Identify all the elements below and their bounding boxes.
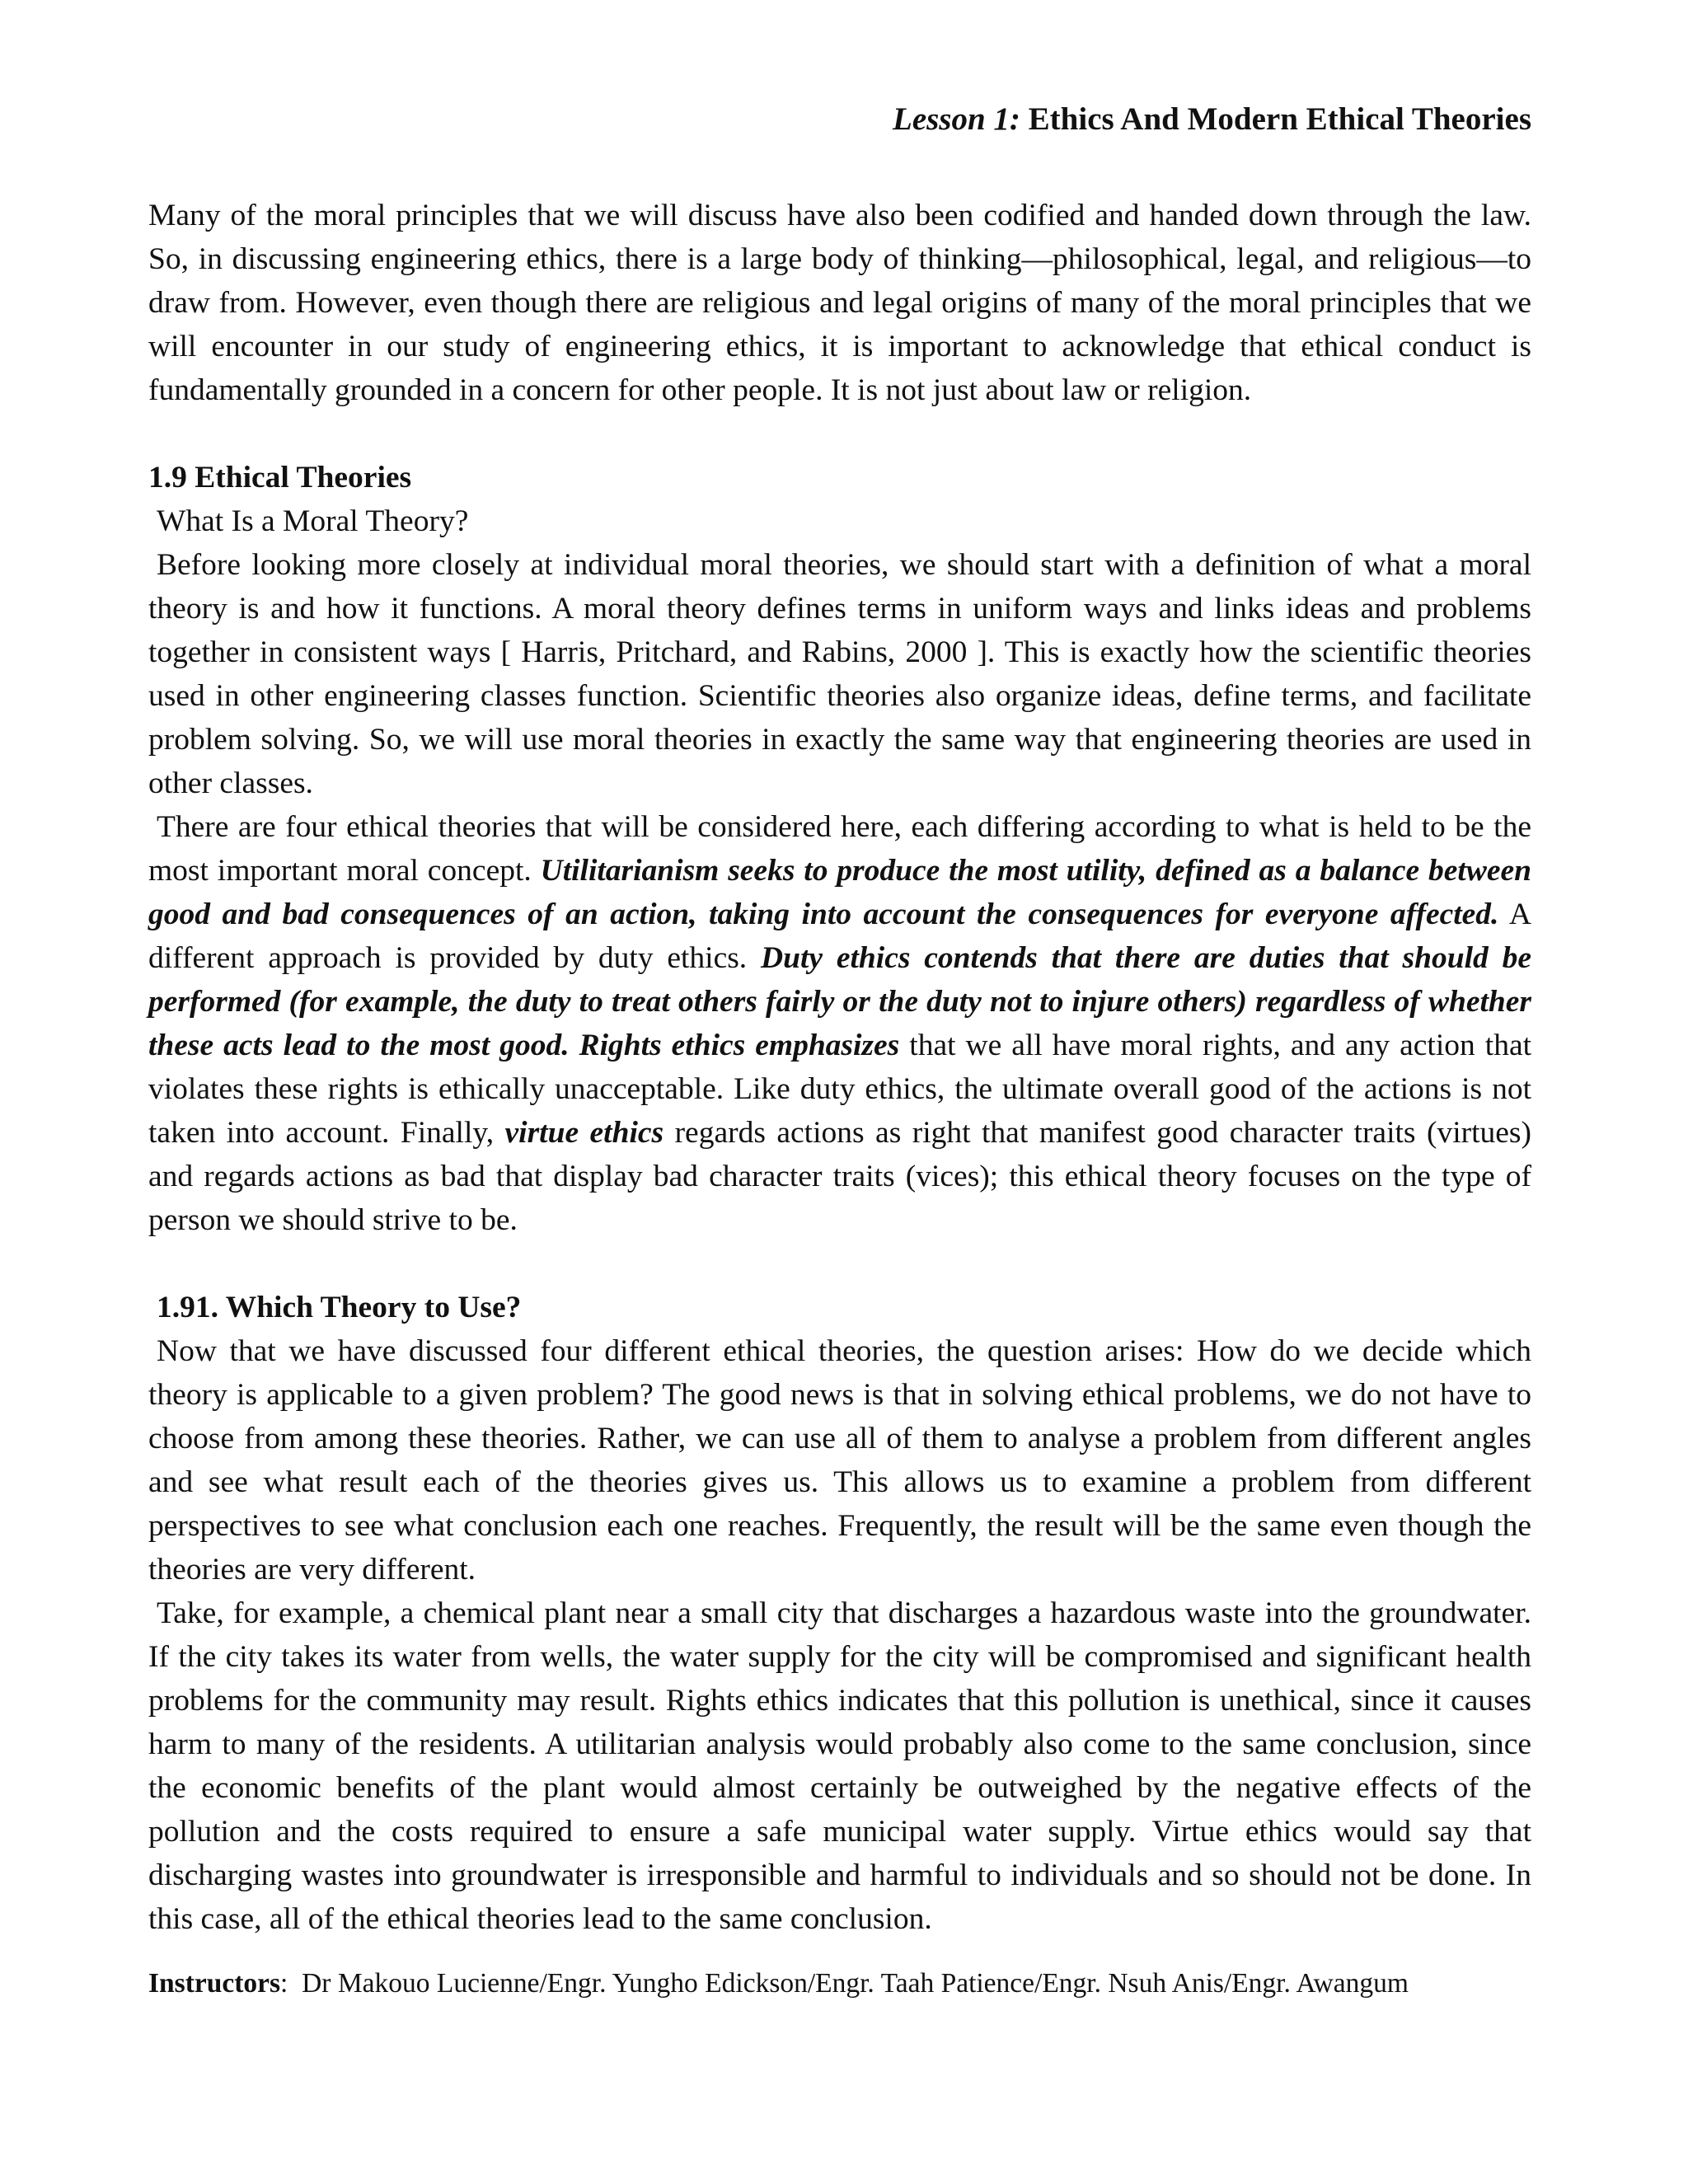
chemical-plant-paragraph: Take, for example, a chemical plant near a small city that discharges a hazardous waste into the groundwater. If the city takes its water from wells, the water supply for the city will be compromised and significant health problems for the community may result. Rights ethics indicates that this pollution is unethical, since it causes harm to many of the residents. A utilitarian analysis would probably also come to the same conclusion, since the economic benefits of the plant would almost certainly be outweighed by the negative effects of the pollution and the costs required to ensure a safe municipal water supply. Virtue ethics would say that discharging wastes into groundwater is irresponsible and harmful to individuals and so should not be done. In this case, all of the ethical theories lead to the same conclusion. — [148, 1596, 1531, 1936]
emphasis-utilitarianism: Utilitarianism seeks to produce the most utility, defined as a balance between good and bad consequences of an action, taking into account the consequences for everyone affected. — [148, 854, 1531, 931]
instructors-separator: : — [280, 1968, 288, 1999]
emphasis-duty-ethics: Duty ethics contends that there are duties that should be performed (for example, the duty to treat others fairly or the duty not to injure others) regardless of whether these acts lead to the most good. — [148, 941, 1531, 1062]
running-header — [893, 97, 1531, 142]
section-heading-ethical-theories: 1.9 Ethical Theories — [148, 461, 412, 494]
document-page — [148, 0, 1531, 2184]
emphasis-virtue-ethics: virtue ethics — [504, 1116, 664, 1150]
spacer — [148, 412, 1531, 456]
document-body — [148, 194, 1531, 1941]
moral-theory-paragraph: Before looking more closely at individual moral theories, we should start with a definition of what a moral theory is and how it functions. A moral theory defines terms in uniform ways and links ideas and problems together in consistent ways [ Harris, Pritchard, and Rabins, 2000 ]. This is exactly how the scientific theories used in other engineering classes function. Scientific theories also organize ideas, define terms, and facilitate problem solving. So, we will use moral theories in exactly the same way that engineering theories are used in other classes. — [148, 548, 1531, 800]
instructors-footer — [148, 1964, 1531, 2004]
four-theories-paragraph — [148, 805, 1531, 1242]
lesson-title: Ethics And Modern Ethical Theories — [1028, 101, 1531, 137]
text-run: There are four ethical theories that will be considered here, each differing according to what is held to be the most important moral concept. — [148, 810, 1531, 888]
instructors-label: Instructors — [148, 1968, 281, 1999]
subheading-what-is-moral-theory: What Is a Moral Theory? — [157, 504, 469, 538]
spacer — [148, 1242, 1531, 1286]
text-run: that we all have moral rights, and any action that violates these rights is ethically unacceptable. Like duty ethics, the ultimate overall good of the actions is not taken into account. Finally, — [148, 1029, 1532, 1150]
intro-paragraph: Many of the moral principles that we will discuss have also been codified and handed down through the law. So, in discussing engineering ethics, there is a large body of thinking—philosophical, legal, and religious—to draw from. However, even though there are religious and legal origins of many of the moral principles that we will encounter in our study of engineering ethics, it is important to acknowledge that ethical conduct is fundamentally grounded in a concern for other people. It is not just about law or religion. — [148, 199, 1531, 407]
emphasis-rights-ethics: Rights ethics emphasizes — [579, 1029, 900, 1062]
which-theory-paragraph: Now that we have discussed four different ethical theories, the question arises: How do we decide which theory is applicable to a given problem? The good news is that in solving ethical problems, we do not have to choose from among these theories. Rather, we can use all of them to analyse a problem from different angles and see what result each of the theories gives us. This allows us to examine a problem from different perspectives to see what conclusion each one reaches. Frequently, the result will be the same even though the theories are very different. — [148, 1334, 1531, 1586]
text-run: A different approach is provided by duty ethics. — [148, 898, 1531, 975]
text-run: regards actions as right that manifest good character traits (virtues) and regards actions as bad that display bad character traits (vices); this ethical theory focuses on the type of person we should strive to be. — [148, 1116, 1531, 1237]
section-heading-which-theory: 1.91. Which Theory to Use? — [157, 1291, 522, 1324]
lesson-label: Lesson 1: — [893, 101, 1020, 137]
instructors-names: Dr Makouo Lucienne/Engr. Yungho Edickson/Engr. Taah Patience/Engr. Nsuh Anis/Engr. Awangum — [302, 1968, 1409, 1999]
text-run — [570, 1029, 579, 1062]
